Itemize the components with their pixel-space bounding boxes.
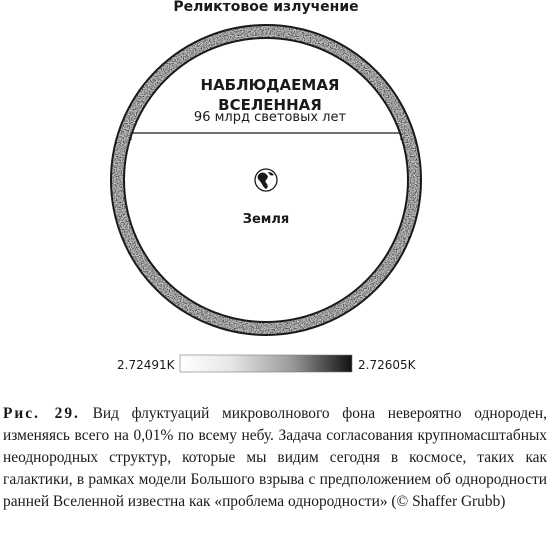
globe-icon [255,169,277,191]
cmb-label: Реликтовое излучение [173,0,359,15]
observable-universe-line1: НАБЛЮДАЕМАЯ [200,76,340,94]
observable-universe-line2: ВСЕЛЕННАЯ [218,96,322,114]
caption-text: Вид флуктуаций микроволнового фона невероятно однороден, изменяясь всего на 0,01% по всему небу. Задача согласования крупномасштабных неоднородных структур, которые мы видим сегодня в космосе, таких как галактики, в рамках модели Большого взрыва с предположением об однородности ранней Вселенной известна как «проблема однородности» (© Shaffer Grubb) [3,405,547,510]
observable-universe-title [160,75,380,115]
figure-caption [3,403,547,513]
universe-size-label: 96 млрд световых лет [193,110,347,125]
scale-max-label: 2.72605K [358,358,416,372]
temperature-scale [180,355,352,372]
scale-min-label: 2.72491K [117,358,175,372]
caption-label: Рис. 29. [3,405,80,422]
universe-diameter-line [131,133,401,140]
earth-label: Земля [242,212,290,227]
